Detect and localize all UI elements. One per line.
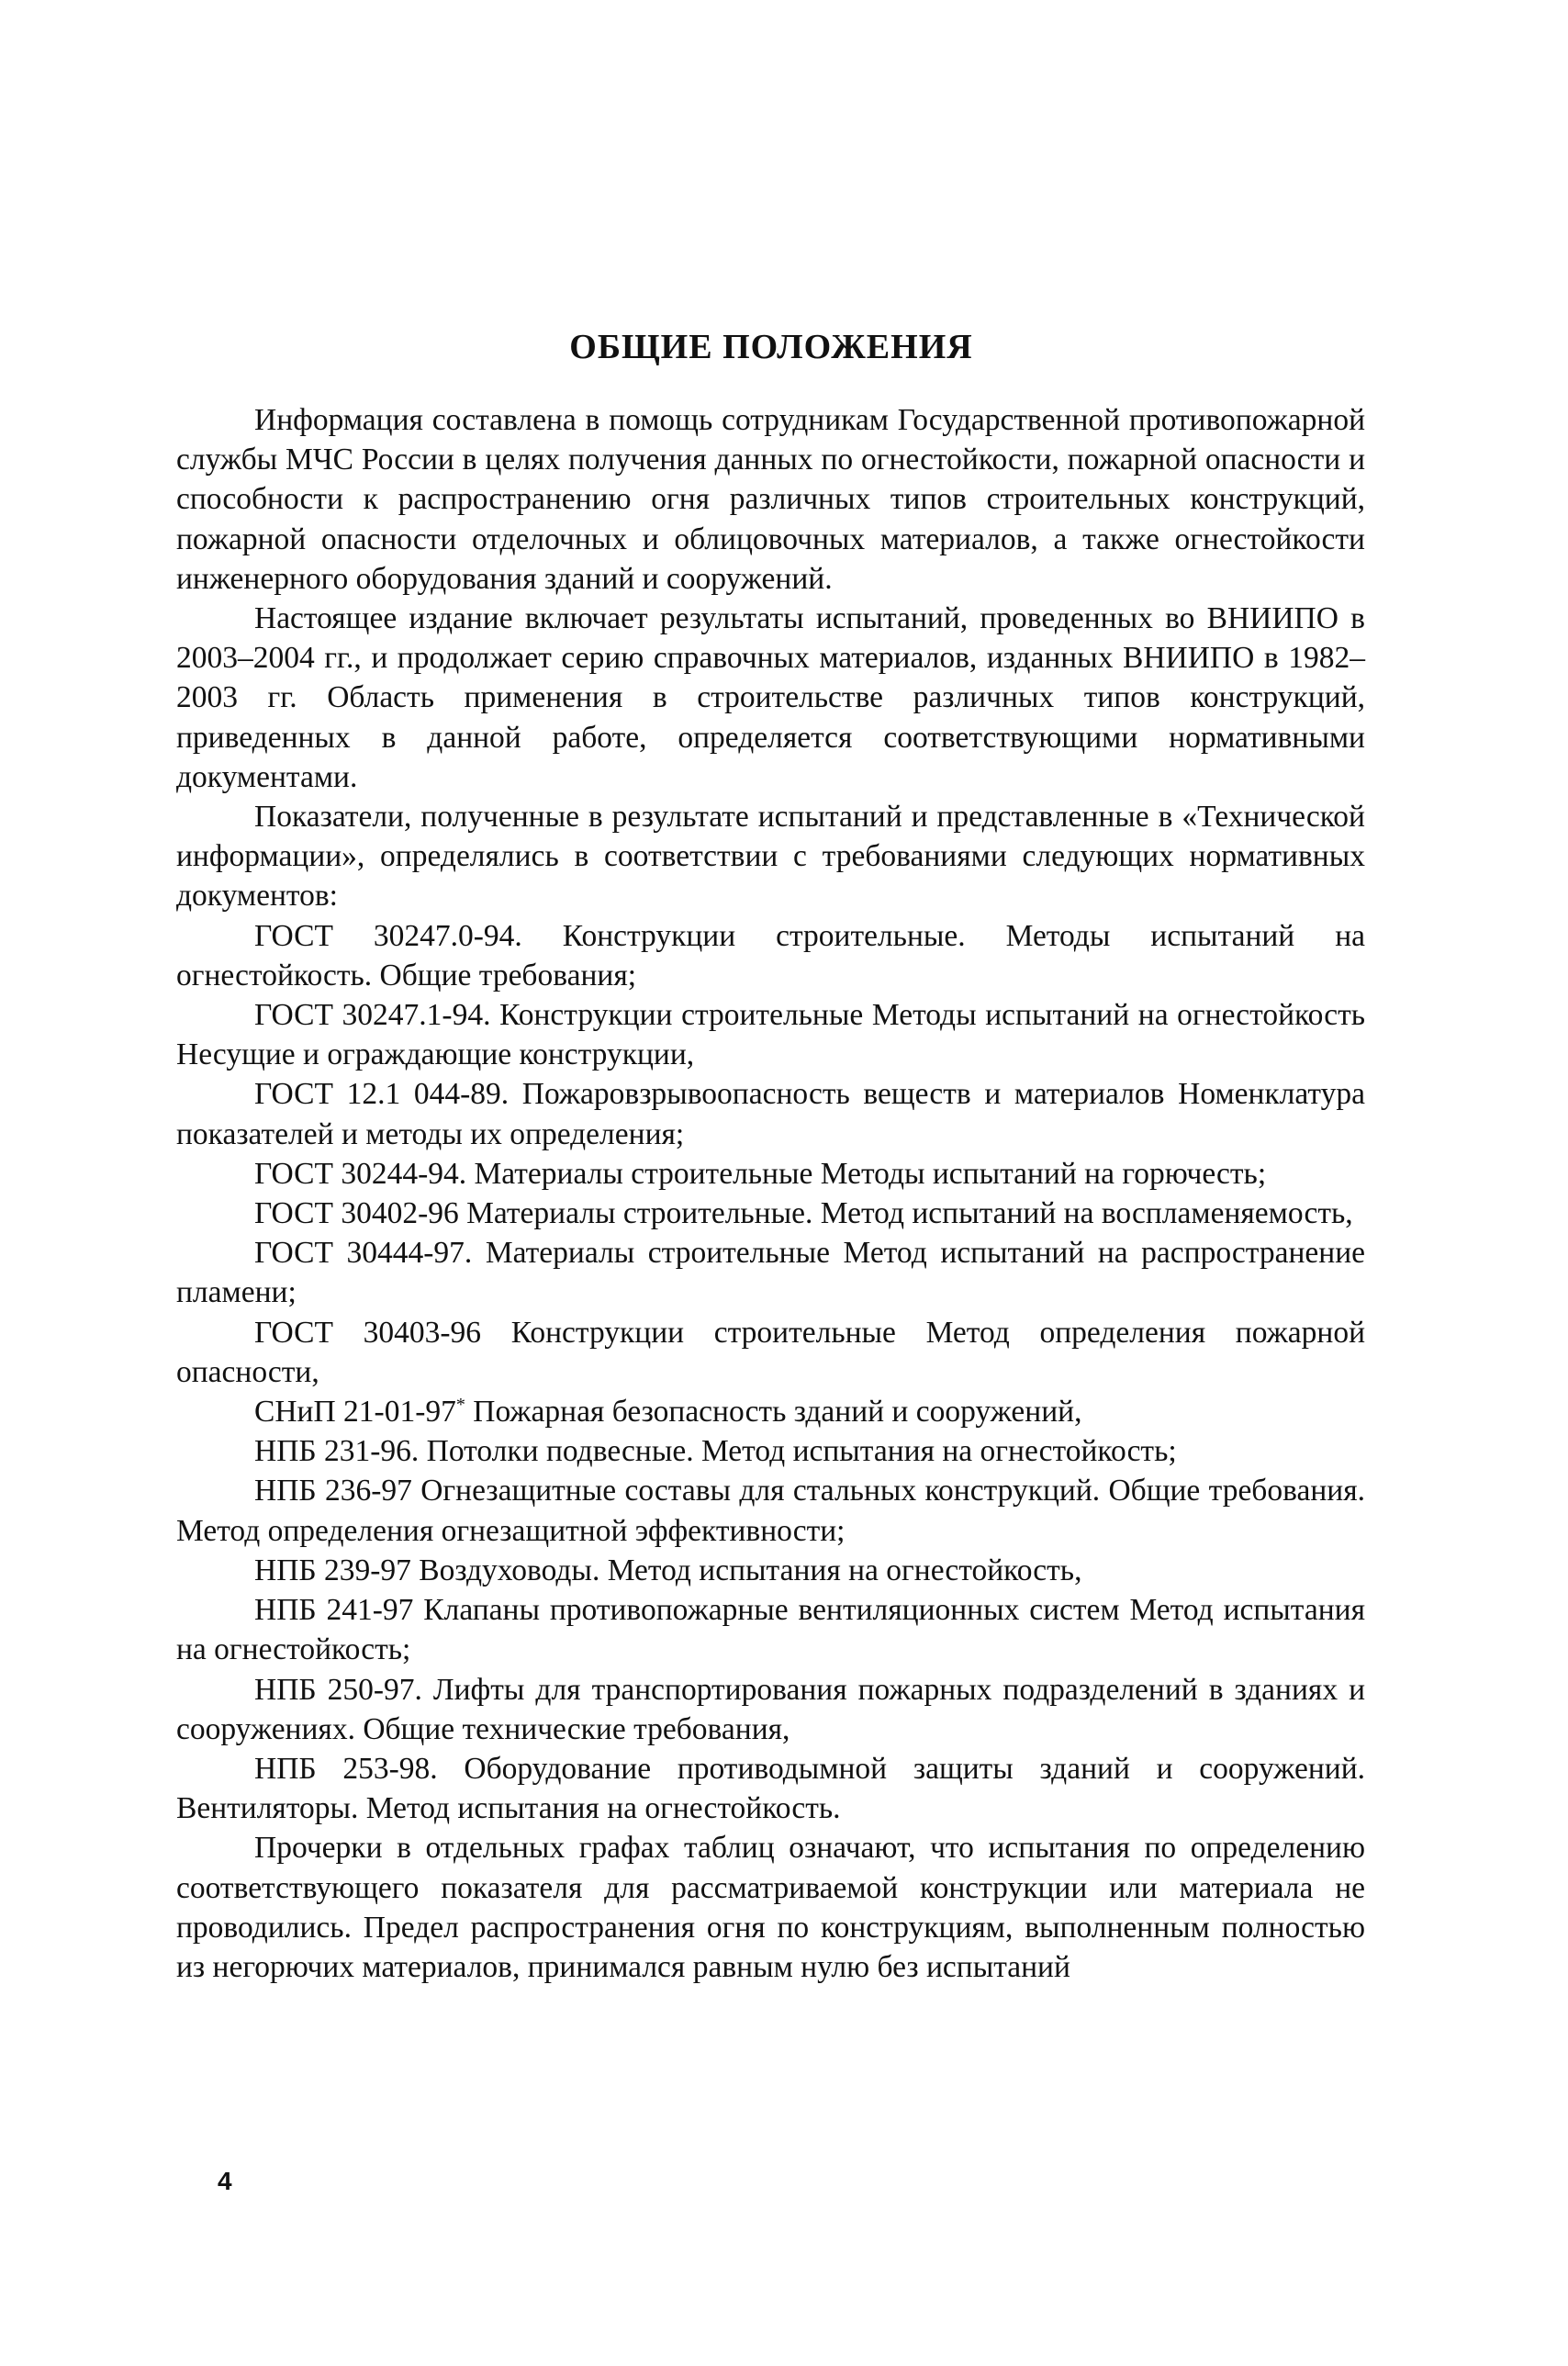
standard-npb-241: НПБ 241-97 Клапаны противопожарные вентиляционных систем Метод испытания на огнестойкость; <box>176 1593 1365 1667</box>
standard-gost-12-1-044: ГОСТ 12.1 044-89. Пожаровзрывоопасность веществ и материалов Номенклатура показателей и методы их определения; <box>176 1077 1365 1151</box>
standard-npb-231: НПБ 231-96. Потолки подвесные. Метод испытания на огнестойкость; <box>254 1434 1177 1469</box>
standard-gost-30247-0: ГОСТ 30247.0-94. Конструкции строительные. Методы испытаний на огнестойкость. Общие требования; <box>176 918 1365 992</box>
snip-code: СНиП 21-01-97 <box>254 1395 456 1430</box>
snip-title: Пожарная безопасность зданий и сооружений, <box>473 1395 1082 1430</box>
standard-npb-239: НПБ 239-97 Воздуховоды. Метод испытания на огнестойкость, <box>254 1553 1082 1587</box>
paragraph-indicators: Показатели, полученные в результате испытаний и представленные в «Технической информации», определялись в соответствии с требованиями следующих нормативных документов: <box>176 800 1365 914</box>
paragraph-dashes-note: Прочерки в отдельных графах таблиц означают, что испытания по определению соответствующего показателя для рассматриваемой конструкции или материала не проводились. Предел распространения огня по конструкциям, выполненным полностью из негорючих материалов, принимался равным нулю без испытаний <box>176 1831 1365 1984</box>
paragraph-edition: Настоящее издание включает результаты испытаний, проведенных во ВНИИПО в 2003–2004 гг., и продолжает серию справочных материалов, изданных ВНИИПО в 1982–2003 гг. Область применения в строительстве различных типов конструкций, приведенных в данной работе, определяется соответствующими нормативными документами. <box>176 601 1365 794</box>
standard-snip-21-01-97 <box>176 1392 1365 1431</box>
standard-npb-250: НПБ 250-97. Лифты для транспортирования пожарных подразделений в зданиях и сооружениях. Общие технические требования, <box>176 1672 1365 1746</box>
standard-gost-30444: ГОСТ 30444-97. Материалы строительные Метод испытаний на распространение пламени; <box>176 1236 1365 1310</box>
standard-gost-30402: ГОСТ 30402-96 Материалы строительные. Метод испытаний на воспламеняемость, <box>254 1196 1353 1231</box>
body-text <box>176 400 1365 1987</box>
page-number: 4 <box>218 2167 232 2195</box>
standard-gost-30244: ГОСТ 30244-94. Материалы строительные Методы испытаний на горючесть; <box>254 1156 1267 1191</box>
snip-mark: * <box>455 1394 465 1415</box>
standard-gost-30403: ГОСТ 30403-96 Конструкции строительные Метод определения пожарной опасности, <box>176 1315 1365 1389</box>
section-heading: ОБЩИЕ ПОЛОЖЕНИЯ <box>569 328 973 366</box>
standard-npb-236: НПБ 236-97 Огнезащитные составы для стальных конструкций. Общие требования. Метод определения огнезащитной эффективности; <box>176 1474 1365 1548</box>
standard-gost-30247-1: ГОСТ 30247.1-94. Конструкции строительные Методы испытаний на огнестойкость Несущие и ограждающие конструкции, <box>176 998 1365 1072</box>
paragraph-purpose: Информация составлена в помощь сотрудникам Государственной противопожарной службы МЧС России в целях получения данных по огнестойкости, пожарной опасности и способности к распространению огня различных типов строительных конструкций, пожарной опасности отделочных и облицовочных материалов, а также огнестойкости инженерного оборудования зданий и сооружений. <box>176 403 1365 596</box>
standard-npb-253: НПБ 253-98. Оборудование противодымной защиты зданий и сооружений. Вентиляторы. Метод испытания на огнестойкость. <box>176 1751 1365 1826</box>
